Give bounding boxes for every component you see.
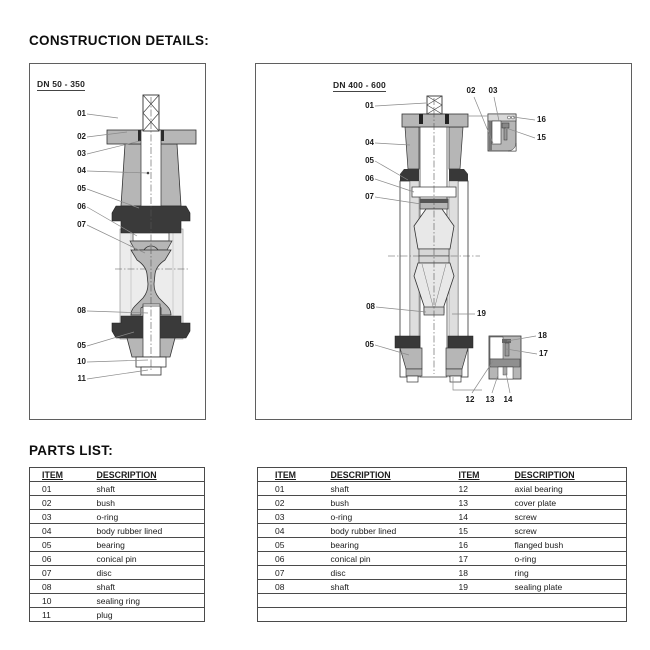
part-label-16: 16 [537, 115, 546, 124]
part-label-04: 04 [365, 138, 374, 147]
table-row: 04 body rubber lined [30, 524, 205, 538]
neck-left [405, 127, 419, 169]
valve-body-section [107, 95, 196, 375]
part-label-18: 18 [538, 331, 547, 340]
table-row: 04 body rubber lined 15 screw [258, 524, 627, 538]
table-row: 05 bearing 16 flanged bush [258, 538, 627, 552]
table-row: 05 bearing [30, 538, 205, 552]
valve-drawing-dn400-600 [256, 64, 629, 417]
table-row: 06 conical pin [30, 552, 205, 566]
part-label-01: 01 [77, 109, 86, 118]
part-label-06: 06 [77, 202, 86, 211]
table-row: 03 o-ring [30, 510, 205, 524]
valve-body-section [388, 96, 480, 382]
bush-left [419, 114, 423, 124]
parts-table-dn50-350 [29, 467, 205, 622]
part-label-19: 19 [477, 309, 486, 318]
col-header-item: ITEM [30, 468, 90, 482]
part-label-07: 07 [77, 220, 86, 229]
part-label-05: 05 [77, 184, 86, 193]
foot-left [407, 376, 418, 382]
diagram-caption-dn50-350: DN 50 - 350 [37, 79, 86, 89]
table-row-empty [258, 608, 627, 622]
col-header-description: DESCRIPTION [514, 468, 627, 482]
part-label-04: 04 [77, 166, 86, 175]
table-header-row [258, 468, 627, 482]
part-label-06: 06 [365, 174, 374, 183]
col-header-item: ITEM [258, 468, 330, 482]
valve-drawing-dn50-350 [30, 64, 203, 417]
table-row: 02 bush 13 cover plate [258, 496, 627, 510]
part-label-05b: 05 [77, 341, 86, 350]
part-label-07: 07 [365, 192, 374, 201]
parts-list-title: PARTS LIST: [29, 443, 114, 458]
leader-dot [147, 172, 150, 175]
table-row-empty [258, 594, 627, 608]
part-label-05: 05 [365, 156, 374, 165]
stem-shaft [427, 96, 442, 114]
table-header-row [30, 468, 205, 482]
part-label-03: 03 [488, 86, 498, 95]
bearing-step-right [449, 169, 468, 181]
part-label-10: 10 [77, 357, 86, 366]
diagram-caption-dn400-600: DN 400 - 600 [333, 80, 386, 90]
part-label-08: 08 [77, 306, 86, 315]
table-row: 06 conical pin 17 o-ring [258, 552, 627, 566]
part-label-14: 14 [503, 395, 513, 404]
neck-right [449, 127, 463, 169]
table-row: 02 bush [30, 496, 205, 510]
part-label-11: 11 [77, 374, 86, 383]
bush-right [445, 114, 449, 124]
detail-inset-top [488, 114, 516, 151]
table-row: 01 shaft [30, 482, 205, 496]
table-row: 01 shaft 12 axial bearing [258, 482, 627, 496]
plug [141, 367, 161, 375]
screw-head [502, 123, 509, 128]
flanged-bush-slot [492, 121, 501, 144]
table-row: 08 shaft [30, 580, 205, 594]
bearing-step-left [400, 169, 419, 181]
part-label-12: 12 [465, 395, 475, 404]
col-header-description: DESCRIPTION [90, 468, 205, 482]
diagram-panel-dn50-350 [29, 63, 206, 420]
cover-plate [490, 359, 520, 367]
col-header-description: DESCRIPTION [330, 468, 458, 482]
detail-inset-bottom [489, 336, 521, 379]
part-label-17: 17 [539, 349, 548, 358]
part-label-01: 01 [365, 101, 374, 110]
part-label-15: 15 [537, 133, 546, 142]
lower-bearing-left [395, 336, 420, 348]
col-header-item: ITEM [458, 468, 514, 482]
part-label-02: 02 [466, 86, 476, 95]
foot-right [450, 376, 461, 382]
ring [502, 339, 511, 343]
table-row: 03 o-ring 14 screw [258, 510, 627, 524]
table-row: 10 sealing ring [30, 594, 205, 608]
table-row: 07 disc [30, 566, 205, 580]
lower-bearing-right [448, 336, 473, 348]
table-row: 08 shaft 19 sealing plate [258, 580, 627, 594]
part-label-03: 03 [77, 149, 86, 158]
top-flange [402, 114, 468, 127]
table-row: 07 disc 18 ring [258, 566, 627, 580]
part-label-02: 02 [77, 132, 86, 141]
part-label-08: 08 [366, 302, 375, 311]
construction-details-title: CONSTRUCTION DETAILS: [29, 33, 210, 48]
part-label-13: 13 [485, 395, 495, 404]
table-row: 11 plug [30, 608, 205, 622]
diagram-panel-dn400-600 [255, 63, 632, 420]
screw-stem [504, 128, 507, 140]
part-label-05b: 05 [365, 340, 374, 349]
parts-table-dn400-600 [257, 467, 627, 622]
